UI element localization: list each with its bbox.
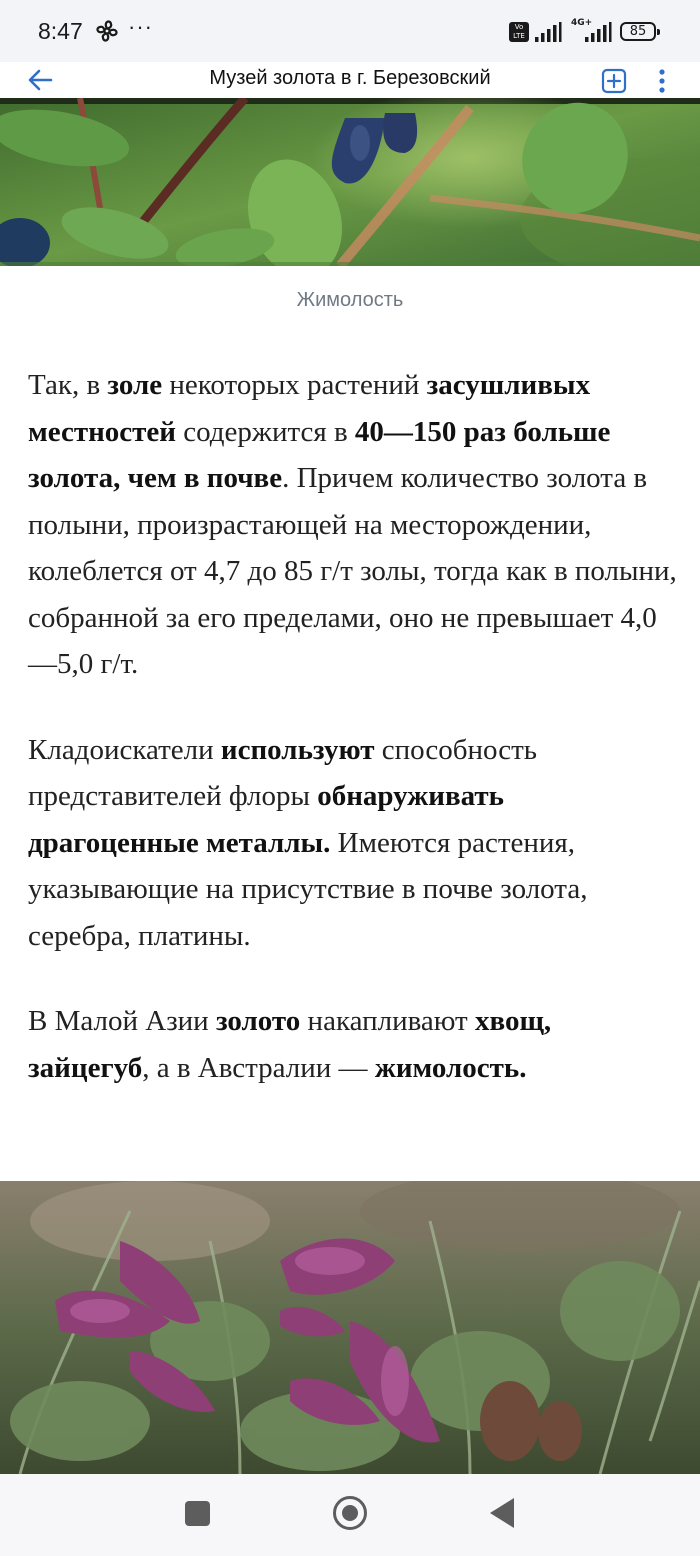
text-run: , а в Австралии — [142, 1051, 375, 1084]
triangle-back-icon[interactable] [490, 1498, 514, 1528]
system-nav-bar [0, 1474, 700, 1556]
honeysuckle-photo [0, 98, 700, 266]
app-bar [0, 62, 700, 98]
text-run: способность представителей флоры [28, 733, 537, 812]
circle-home-icon[interactable] [333, 1496, 367, 1530]
flowering-plant-photo [0, 1181, 700, 1474]
signal-icon [534, 22, 562, 42]
page-title: Музей золота в г. Березовский [209, 67, 491, 89]
bold-text-run: золото [215, 1005, 301, 1037]
bold-text-run: засушливых местностей [28, 369, 591, 448]
article-body [28, 362, 678, 1130]
bold-text-run: золе [107, 369, 163, 401]
text-run: Кладоискатели [28, 733, 221, 766]
text-run: . Причем количество золота в полыни, произрастающей на месторождении, колеблется от 4,7 до 85 г/т золы, тогда как в полыни, собранной за его пределами, оно не превышает 4,0—5,0 г/т. [28, 462, 677, 680]
bold-text-run: обнаруживать драгоценные металлы. [28, 780, 504, 859]
more-vert-icon[interactable] [652, 68, 672, 94]
add-box-icon[interactable] [601, 68, 627, 94]
text-run: Имеются растения, указывающие на присутствие в почве золота, серебра, платины. [28, 826, 588, 952]
battery-icon: 85 [620, 22, 656, 41]
text-run: содержится в [176, 415, 355, 448]
bold-text-run: хвощ, зайцегуб [28, 1005, 552, 1084]
more-notifications-icon: ··· [128, 14, 153, 39]
network-type: 4G+ [571, 18, 593, 28]
text-run: Так, в [28, 369, 108, 401]
bold-text-run: 40—150 раз больше золота, чем в почве [28, 415, 611, 494]
text-run: некоторых растений [162, 369, 427, 401]
bold-text-run: используют [220, 733, 375, 766]
signal-2-icon [584, 22, 612, 42]
paragraph-3 [28, 998, 678, 1091]
square-icon[interactable] [185, 1501, 210, 1526]
text-run: В Малой Азии [28, 1005, 216, 1037]
volte-icon: Vo LTE [509, 22, 529, 42]
status-bar [0, 0, 700, 62]
status-time: 8:47 [38, 18, 83, 44]
text-run: накапливают [300, 1005, 475, 1037]
image-caption: Жимолость [296, 289, 404, 311]
paragraph-1 [28, 362, 678, 688]
fan-icon [94, 18, 120, 44]
bold-text-run: жимолость. [374, 1051, 527, 1084]
paragraph-2 [28, 727, 678, 960]
